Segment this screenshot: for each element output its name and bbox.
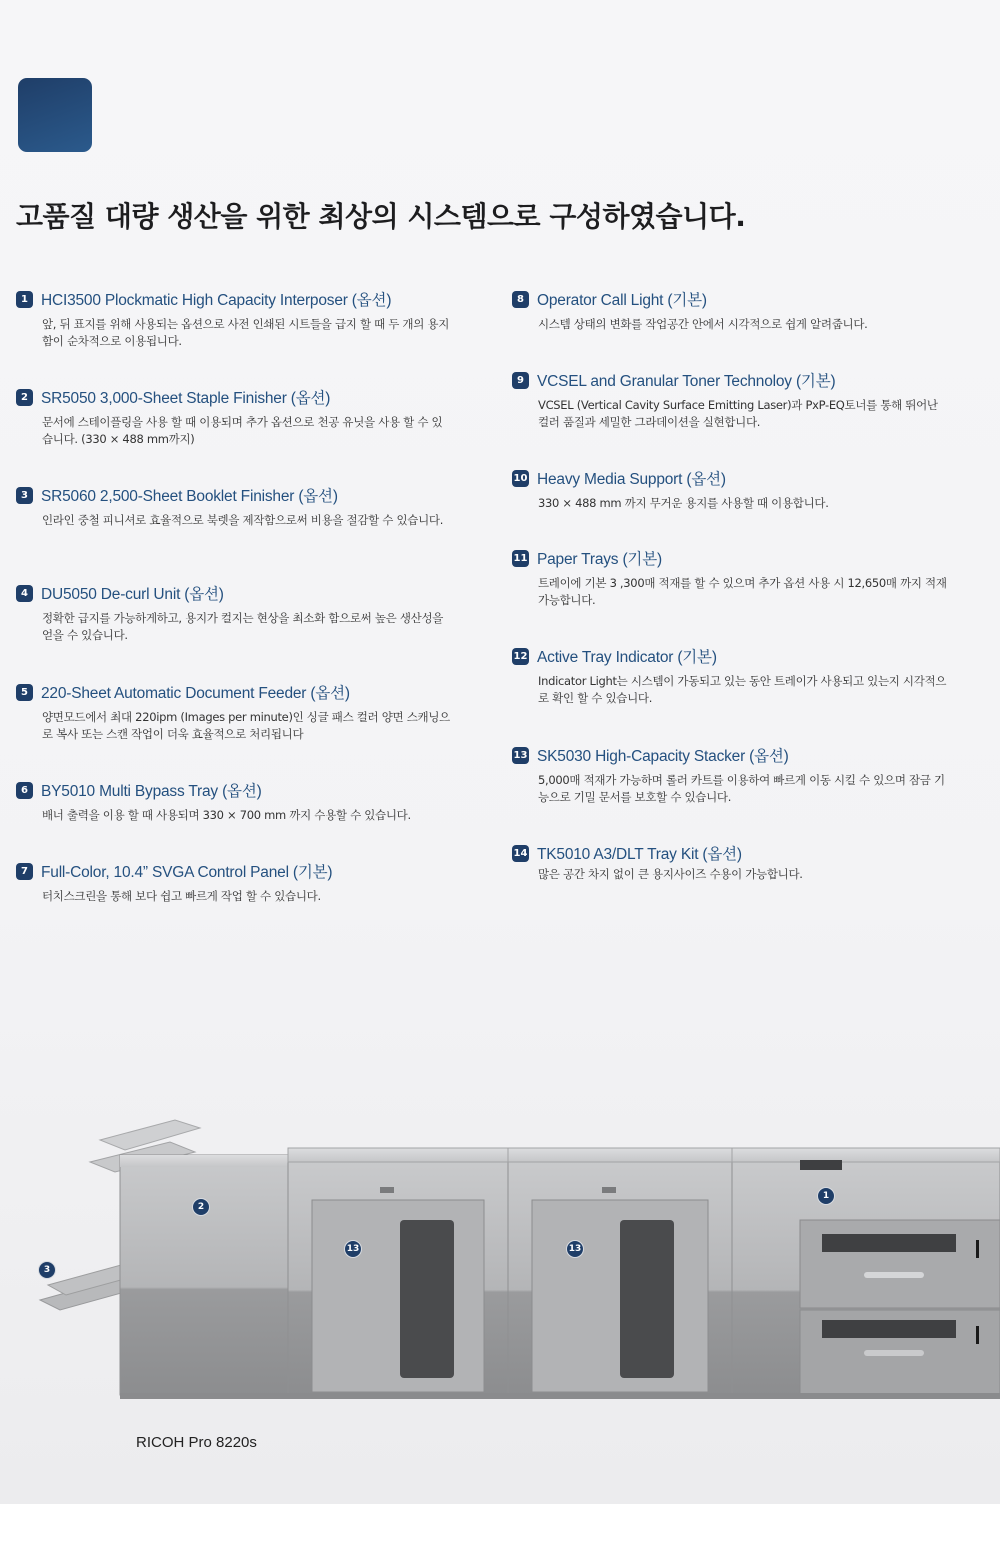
feature-item-12 <box>512 645 962 707</box>
feature-item-13 <box>512 744 962 806</box>
feature-item-2 <box>16 386 466 448</box>
printer-illustration <box>0 1100 1000 1420</box>
feature-item-6 <box>16 779 466 824</box>
feature-item-7 <box>16 860 466 905</box>
feature-description: 시스템 상태의 변화를 작업공간 안에서 시각적으로 쉽게 알려줍니다. <box>538 317 868 331</box>
feature-item-4 <box>16 582 466 644</box>
feature-title: Operator Call Light (기본) <box>537 292 707 309</box>
feature-description: 배너 출력을 이용 할 때 사용되며 330 × 700 mm 까지 수용할 수 있습니다. <box>42 808 411 822</box>
feature-description: 터치스크린을 통해 보다 쉽고 빠르게 작업 할 수 있습니다. <box>42 889 321 903</box>
feature-item-10 <box>512 467 962 512</box>
section-badge <box>18 78 92 152</box>
feature-title: Paper Trays (기본) <box>537 551 662 568</box>
page-headline: 고품질 대량 생산을 위한 최상의 시스템으로 구성하였습니다. <box>16 200 746 233</box>
stacker-unit <box>288 1148 510 1396</box>
feature-item-1 <box>16 288 466 350</box>
feature-description: VCSEL (Vertical Cavity Surface Emitting Laser)과 PxP-EQ토너를 통해 뛰어난 컬러 품질과 세밀한 그라데이션을 실현합니다. <box>538 398 938 429</box>
feature-title: HCI3500 Plockmatic High Capacity Interposer (옵션) <box>41 292 392 309</box>
feature-number: 6 <box>16 782 33 799</box>
feature-item-3 <box>16 484 466 529</box>
feature-title: Active Tray Indicator (기본) <box>537 649 717 666</box>
feature-title: Full-Color, 10.4” SVGA Control Panel (기본) <box>41 864 333 881</box>
callout-marker: 13 <box>344 1240 362 1258</box>
model-name: RICOH Pro 8220s <box>136 1434 257 1451</box>
bottom-band <box>0 1504 1000 1556</box>
feature-description: Indicator Light는 시스템이 가동되고 있는 동안 트레이가 사용되고 있는지 시각적으로 확인 할 수 있습니다. <box>538 674 947 705</box>
feature-title: SR5050 3,000-Sheet Staple Finisher (옵션) <box>41 390 331 407</box>
feature-item-8 <box>512 288 962 333</box>
feature-number: 10 <box>512 470 529 487</box>
feature-title: Heavy Media Support (옵션) <box>537 471 726 488</box>
feature-title: DU5050 De-curl Unit (옵션) <box>41 586 224 603</box>
finisher-unit <box>120 1155 290 1395</box>
callout-marker: 13 <box>566 1240 584 1258</box>
feature-number: 14 <box>512 845 529 862</box>
feature-title: 220-Sheet Automatic Document Feeder (옵션) <box>41 685 350 702</box>
feature-title: VCSEL and Granular Toner Technoloy (기본) <box>537 373 836 390</box>
feature-description: 정확한 급지를 가능하게하고, 용지가 컬지는 현상을 최소화 함으로써 높은 생산성을 얻을 수 있습니다. <box>42 611 444 642</box>
feature-number: 13 <box>512 747 529 764</box>
feature-description: 문서에 스테이플링을 사용 할 때 이용되며 추가 옵션으로 천공 유닛을 사용 할 수 있습니다. (330 × 488 mm까지) <box>42 415 443 446</box>
callout-marker: 1 <box>817 1187 835 1205</box>
feature-description: 트레이에 기본 3 ,300매 적재를 할 수 있으며 추가 옵션 사용 시 12,650매 까지 적재 가능합니다. <box>538 576 947 607</box>
feature-number: 2 <box>16 389 33 406</box>
feature-description: 앞, 뒤 표지를 위해 사용되는 옵션으로 사전 인쇄된 시트들을 급지 할 때 두 개의 용지함이 순차적으로 이용됩니다. <box>42 317 450 348</box>
main-engine <box>732 1148 1000 1396</box>
feature-description: 양면모드에서 최대 220ipm (Images per minute)인 싱글 패스 컬러 양면 스캐닝으로 복사 또는 스캔 작업이 더욱 효율적으로 처리됩니다 <box>42 710 450 741</box>
feature-description: 인라인 중철 피니셔로 효율적으로 북렛을 제작함으로써 비용을 절감할 수 있습니다. <box>42 513 444 527</box>
callout-marker: 3 <box>38 1261 56 1279</box>
feature-number: 4 <box>16 585 33 602</box>
stacker-unit <box>508 1148 734 1396</box>
feature-description: 5,000매 적재가 가능하며 롤러 카트를 이용하여 빠르게 이동 시킬 수 있으며 잠금 기능으로 기밀 문서를 보호할 수 있습니다. <box>538 773 945 804</box>
feature-title: SK5030 High-Capacity Stacker (옵션) <box>537 748 789 765</box>
feature-number: 8 <box>512 291 529 308</box>
callout-marker: 2 <box>192 1198 210 1216</box>
feature-title: TK5010 A3/DLT Tray Kit (옵션) <box>537 846 742 863</box>
feature-number: 11 <box>512 550 529 567</box>
feature-title: BY5010 Multi Bypass Tray (옵션) <box>41 783 262 800</box>
feature-number: 12 <box>512 648 529 665</box>
feature-description: 330 × 488 mm 까지 무거운 용지를 사용할 때 이용합니다. <box>538 496 829 510</box>
feature-item-9 <box>512 369 962 431</box>
feature-title: SR5060 2,500-Sheet Booklet Finisher (옵션) <box>41 488 338 505</box>
feature-item-14 <box>512 842 962 883</box>
feature-item-5 <box>16 681 466 743</box>
feature-description: 많은 공간 차지 없이 큰 용지사이즈 수용이 가능합니다. <box>538 867 803 881</box>
feature-number: 1 <box>16 291 33 308</box>
feature-item-11 <box>512 547 962 609</box>
feature-number: 3 <box>16 487 33 504</box>
feature-number: 9 <box>512 372 529 389</box>
feature-number: 5 <box>16 684 33 701</box>
feature-number: 7 <box>16 863 33 880</box>
